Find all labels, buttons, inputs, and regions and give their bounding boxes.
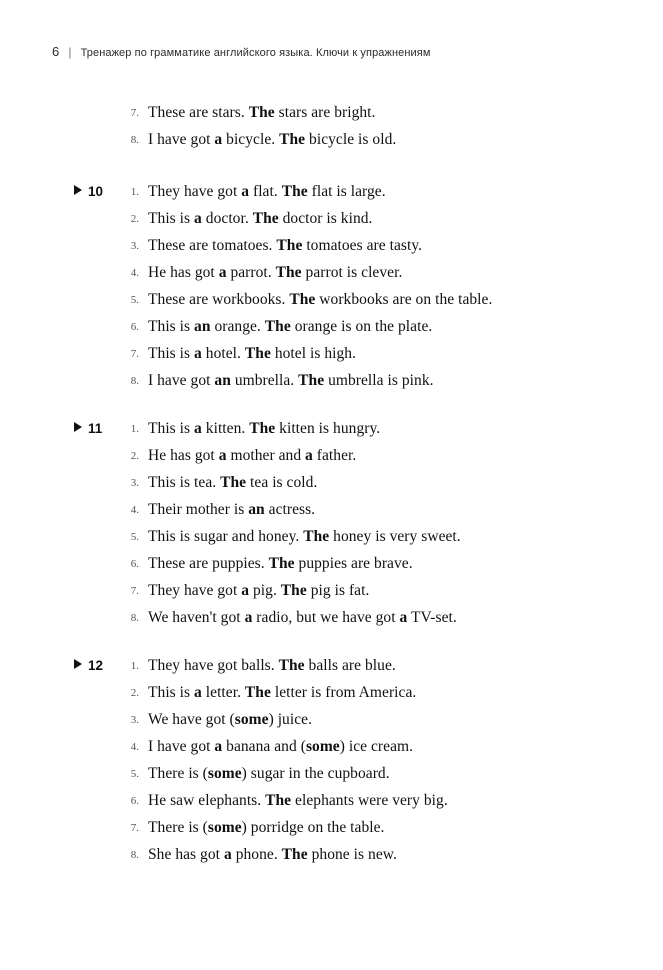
answer-text: They have got a pig. The pig is fat. xyxy=(148,582,370,599)
item-number: 5. xyxy=(130,768,139,780)
item-number: 4. xyxy=(130,741,139,753)
answer-text: We have got (some) juice. xyxy=(148,711,312,728)
answer-text: I have got an umbrella. The umbrella is pink. xyxy=(148,372,434,389)
answer-text: I have got a banana and (some) ice cream. xyxy=(148,738,414,755)
answer-item xyxy=(52,206,612,232)
answer-text: These are stars. The stars are bright. xyxy=(148,104,376,121)
answer-item xyxy=(52,341,612,367)
exercise-marker xyxy=(52,421,124,436)
item-number: 2. xyxy=(130,687,139,699)
running-header xyxy=(52,44,611,59)
item-number: 8. xyxy=(130,849,139,861)
answer-item xyxy=(52,416,612,442)
answer-text: Their mother is an actress. xyxy=(148,501,316,518)
answer-text: This is a letter. The letter is from America. xyxy=(148,684,417,701)
answer-text: These are puppies. The puppies are brave. xyxy=(148,555,413,572)
answer-text: There is (some) porridge on the table. xyxy=(148,819,385,836)
exercise-group xyxy=(52,179,612,394)
answer-text: She has got a phone. The phone is new. xyxy=(148,846,397,863)
answer-item xyxy=(52,761,612,787)
item-number: 4. xyxy=(130,267,139,279)
item-number: 8. xyxy=(130,375,139,387)
answer-text: This is a doctor. The doctor is kind. xyxy=(148,210,373,227)
exercise-group xyxy=(52,416,612,631)
answer-item xyxy=(52,788,612,814)
item-number: 7. xyxy=(130,348,139,360)
answer-text: They have got a flat. The flat is large. xyxy=(148,183,386,200)
answer-item xyxy=(52,260,612,286)
header-separator: | xyxy=(68,45,72,59)
answer-item xyxy=(52,127,612,153)
item-number: 7. xyxy=(130,585,139,597)
answer-item xyxy=(52,497,612,523)
answer-item xyxy=(52,368,612,394)
answer-item xyxy=(52,524,612,550)
exercise-marker xyxy=(52,184,124,199)
answer-item xyxy=(52,470,612,496)
answer-item xyxy=(52,100,612,126)
triangle-right-icon xyxy=(74,659,82,669)
item-number: 8. xyxy=(130,134,139,146)
answer-item xyxy=(52,815,612,841)
answer-item xyxy=(52,179,612,205)
item-number: 3. xyxy=(130,240,139,252)
exercise-number: 12 xyxy=(88,658,104,673)
answer-text: I have got a bicycle. The bicycle is old. xyxy=(148,131,397,148)
answer-text: These are tomatoes. The tomatoes are tasty. xyxy=(148,237,423,254)
item-number: 4. xyxy=(130,504,139,516)
answer-item xyxy=(52,605,612,631)
answer-item xyxy=(52,734,612,760)
answer-item xyxy=(52,287,612,313)
answer-text: We haven't got a radio, but we have got a TV-set. xyxy=(148,609,457,626)
exercise-number: 10 xyxy=(88,184,104,199)
exercise-group xyxy=(52,100,612,153)
answer-item xyxy=(52,707,612,733)
answer-text: He has got a parrot. The parrot is clever. xyxy=(148,264,403,281)
triangle-right-icon xyxy=(74,185,82,195)
answer-item xyxy=(52,578,612,604)
item-number: 6. xyxy=(130,795,139,807)
answer-item xyxy=(52,680,612,706)
answer-text: He saw elephants. The elephants were very big. xyxy=(148,792,448,809)
exercise-marker xyxy=(52,658,124,673)
item-number: 6. xyxy=(130,321,139,333)
triangle-right-icon xyxy=(74,422,82,432)
answer-item xyxy=(52,314,612,340)
page-number: 6 xyxy=(52,44,60,59)
item-number: 1. xyxy=(130,186,139,198)
item-number: 3. xyxy=(130,477,139,489)
answer-item xyxy=(52,443,612,469)
answer-text: This is a hotel. The hotel is high. xyxy=(148,345,357,362)
answer-text: These are workbooks. The workbooks are on the table. xyxy=(148,291,493,308)
item-number: 2. xyxy=(130,213,139,225)
answer-text: This is an orange. The orange is on the plate. xyxy=(148,318,433,335)
answer-text: This is tea. The tea is cold. xyxy=(148,474,318,491)
item-number: 7. xyxy=(130,822,139,834)
item-number: 5. xyxy=(130,294,139,306)
answer-key-content xyxy=(52,100,612,890)
item-number: 5. xyxy=(130,531,139,543)
item-number: 1. xyxy=(130,660,139,672)
answer-text: There is (some) sugar in the cupboard. xyxy=(148,765,390,782)
item-number: 8. xyxy=(130,612,139,624)
header-title: Тренажер по грамматике английского языка. Ключи к упражнениям xyxy=(80,47,431,59)
answer-item xyxy=(52,653,612,679)
answer-text: They have got balls. The balls are blue. xyxy=(148,657,396,674)
item-number: 3. xyxy=(130,714,139,726)
answer-item xyxy=(52,842,612,868)
item-number: 1. xyxy=(130,423,139,435)
exercise-group xyxy=(52,653,612,868)
answer-item xyxy=(52,233,612,259)
item-number: 2. xyxy=(130,450,139,462)
item-number: 6. xyxy=(130,558,139,570)
exercise-number: 11 xyxy=(88,421,103,436)
answer-text: This is a kitten. The kitten is hungry. xyxy=(148,420,381,437)
answer-text: This is sugar and honey. The honey is very sweet. xyxy=(148,528,461,545)
answer-text: He has got a mother and a father. xyxy=(148,447,357,464)
item-number: 7. xyxy=(130,107,139,119)
answer-item xyxy=(52,551,612,577)
